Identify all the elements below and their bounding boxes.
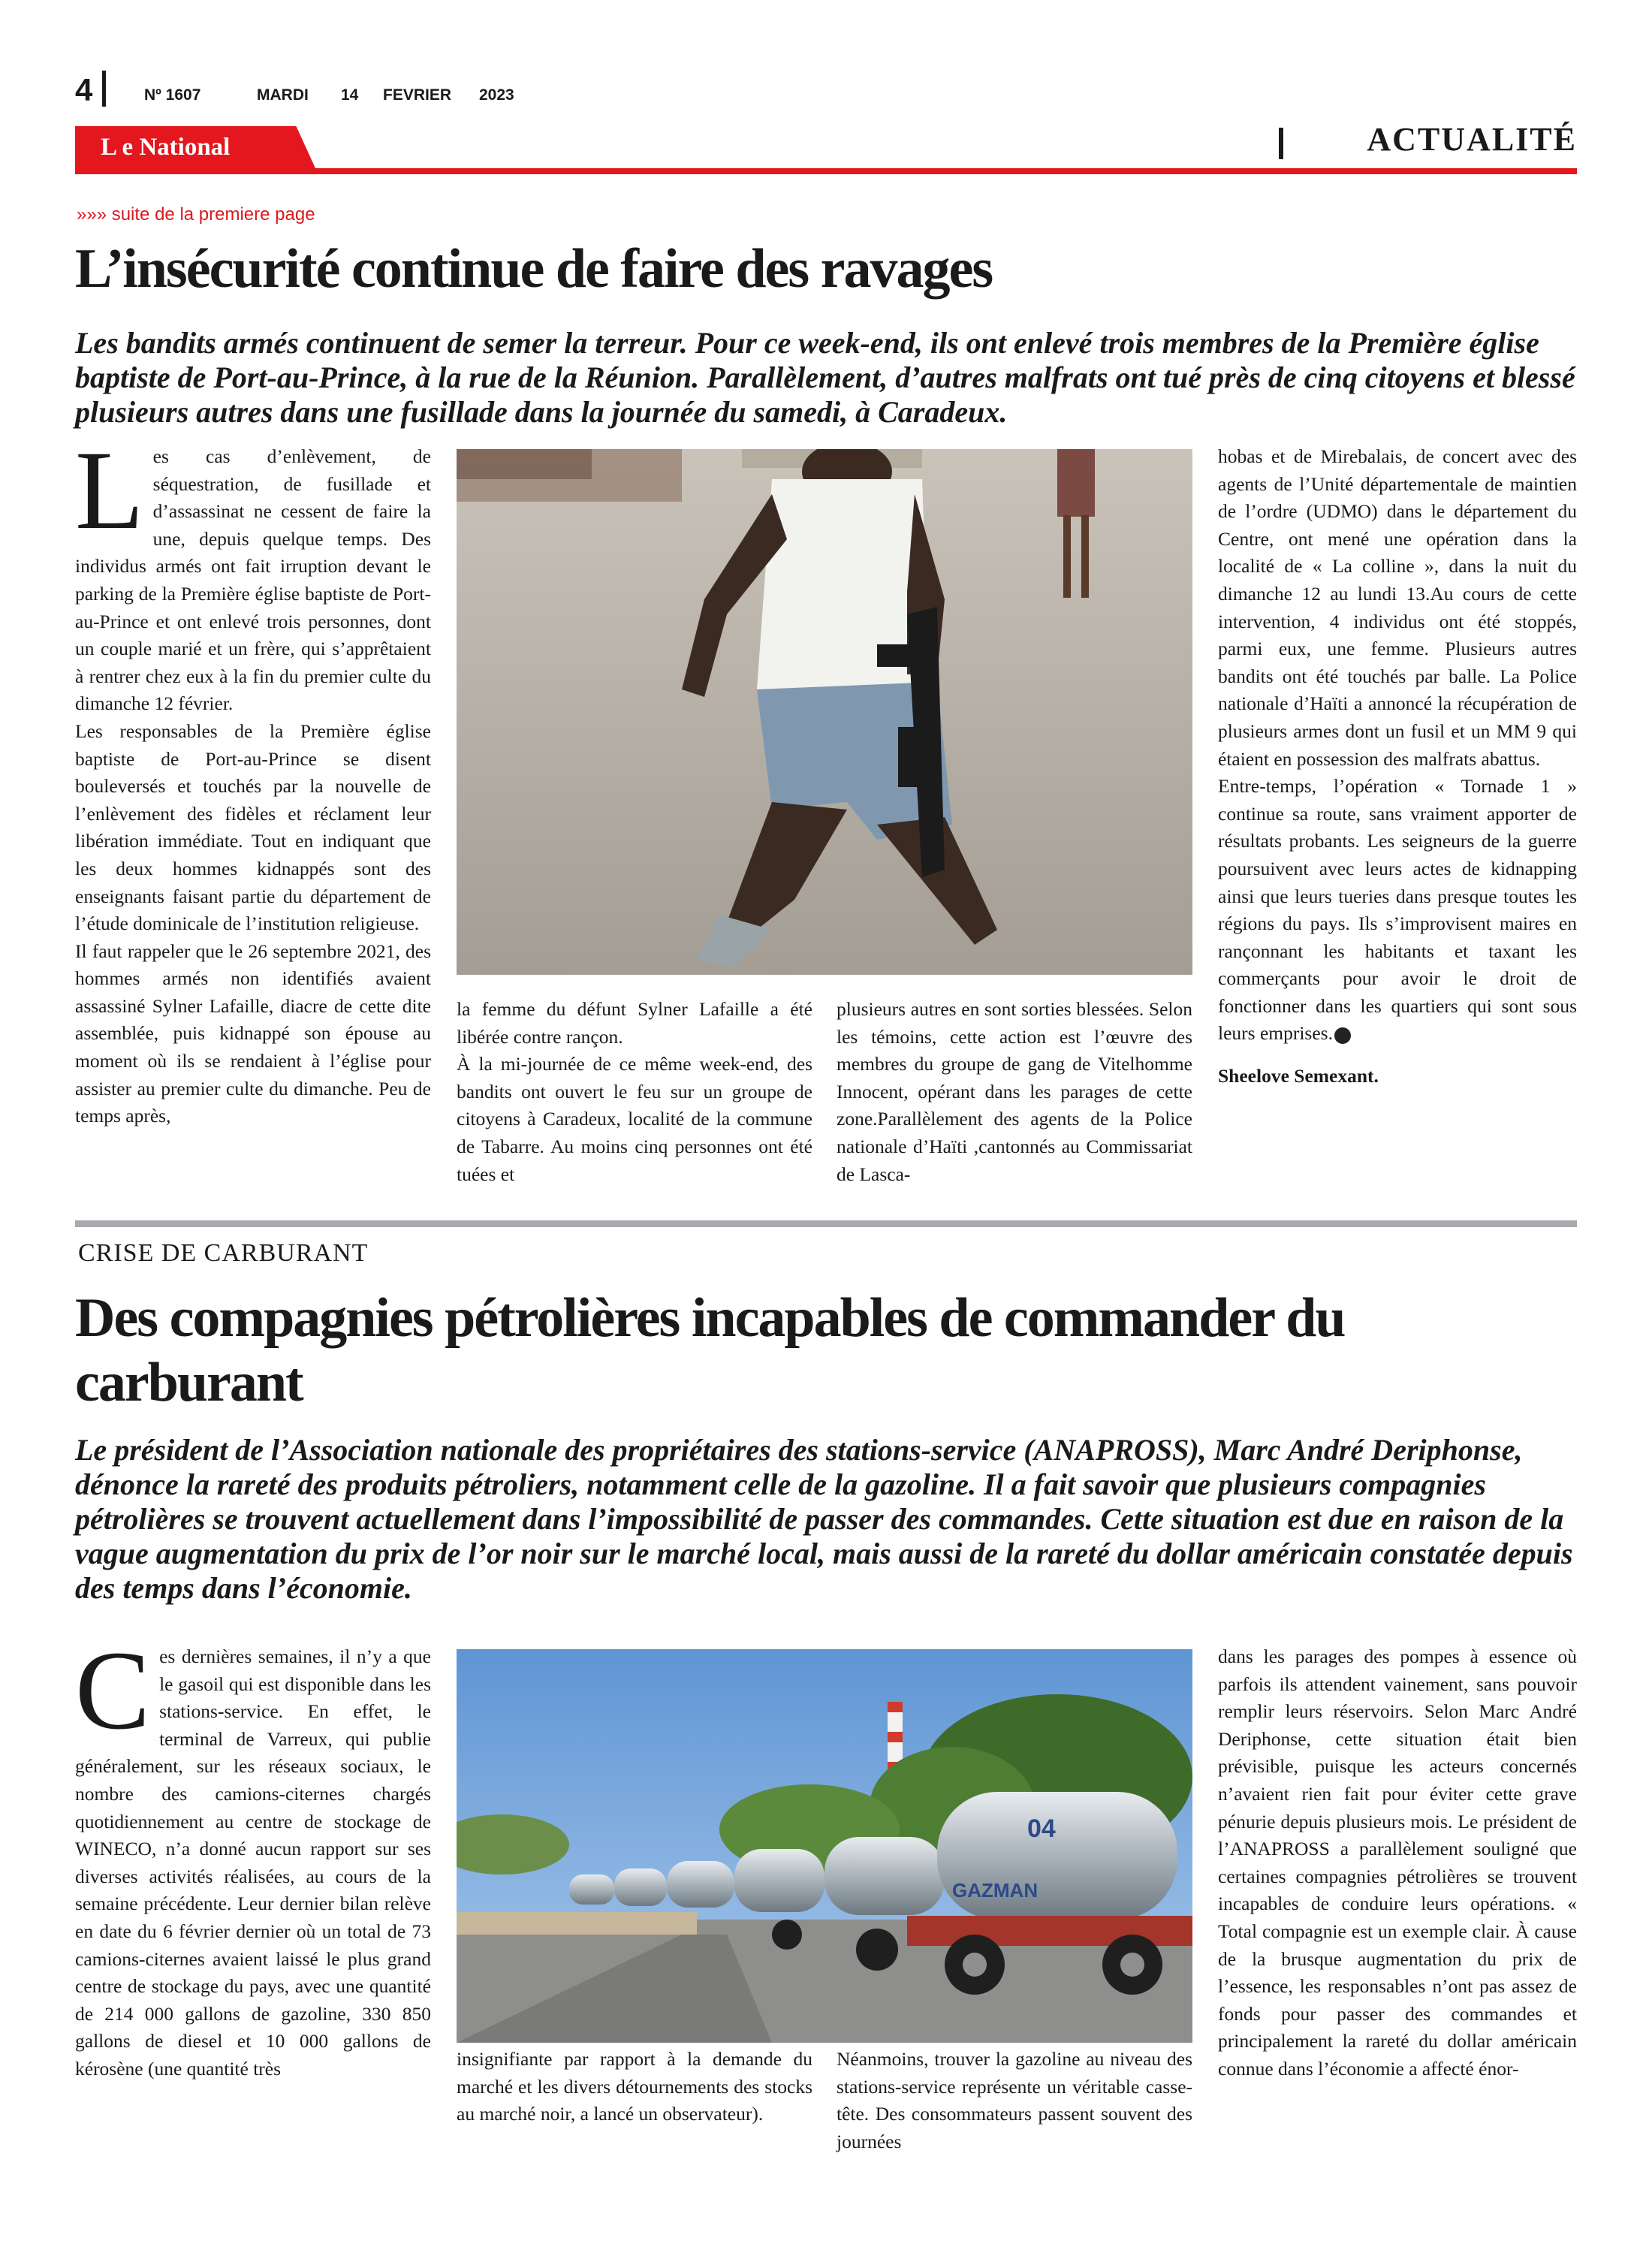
article2-rubric: CRISE DE CARBURANT: [78, 1239, 369, 1267]
article1-dropcap: L: [75, 428, 144, 553]
article1-title: L’insécurité continue de faire des ravages: [75, 238, 993, 300]
issue-year: 2023: [479, 86, 514, 104]
brand-logo: L e National: [101, 134, 231, 161]
armed-man-photo: [457, 449, 1192, 975]
article2-dropcap: C: [75, 1628, 151, 1753]
article2-paragraph: dans les parages des pompes à essence où parfois ils attendent vainement, sans pouvoir remplir leurs réservoirs. Selon Marc André Deriphonse, cette situation était bien prévisible, puisque les acteurs concernés n’avaient rien fait pour éviter cette grave pénurie depuis plusieurs mois. Le président de l’ANAPROSS a parallèlement souligné que certaines compagnies pétrolières se trouvent incapables de conduire leurs opérations. « Total compagnie est un exemple clair. À cause de la brusque augmentation du prix de l’essence, les responsables n’ont pas assez de fonds pour passer des commandes et principalement la rareté du dollar américain connue dans l’économie a affecté énor-: [1218, 1645, 1577, 2080]
article1-paragraph: Il faut rappeler que le 26 septembre 2021, des hommes armés non identifiés avaient assassiné Sylner Lafaille, diacre de cette dite assemblée, puis kidnappé son épouse au moment où ils se rendaient à l’église pour assister au premier culte du dimanche. Peu de temps après,: [75, 940, 431, 1127]
article1-paragraph: la femme du défunt Sylner Lafaille a été libérée contre rançon.: [457, 998, 812, 1048]
section-divider: [1279, 128, 1283, 159]
article1-paragraph: es cas d’enlèvement, de séquestration, de fusillade et d’assassinat ne cessent de faire la une, depuis quelque temps. Des individus armés ont fait irruption devant le parking de la Première église baptiste de Port-au-Prince et ont enlevé trois personnes, dont un couple marié et un frère, qui s’apprêtaient à rentrer chez eux à la fin du premier culte du dimanche 12 février.: [75, 445, 431, 715]
article2-column-3: [837, 2046, 1192, 2155]
article-separator: [75, 1220, 1577, 1227]
article2-deck: Le président de l’Association nationale des propriétaires des stations-service (ANAPROSS), Marc André Deriphonse, dénonce la rareté des produits pétroliers, notamment celle de la gazoline. Il a fait savoir que plusieurs compagnies pétrolières se trouvent actuellement dans l’impossibilité de passer des commandes. Cette situation est due en raison de la vague augmentation du prix de l’or noir sur le marché local, mais aussi de la rareté du dollar américain constatée depuis des temps dans l’économie.: [75, 1433, 1573, 1605]
article2-paragraph: es dernières semaines, il n’y a que le gasoil qui est disponible dans les stations-service. En effet, le terminal de Varreux, qui publie généralement, sur les réseaux sociaux, le nombre des camions-citernes chargés quotidiennement au centre de stockage de WINECO, n’a donné aucun rapport sur ses diverses activités réalisées, au cours de la semaine précédente. Leur dernier bilan relève en date du 6 février dernier où un total de 73 camions-citernes avaient laissé le plus grand centre de stockage du pays, avec une quantité de 214 000 gallons de gazoline, 330 850 gallons de diesel et 10 000 gallons de kérosène (une quantité très: [75, 1645, 431, 2080]
page-number: 4: [75, 72, 93, 107]
article1-column-4: [1218, 443, 1577, 1090]
article1-paragraph: Entre-temps, l’opération « Tornade 1 » continue sa route, sans vraiment apporter de résultats probants. Les seigneurs de la guerre poursuivent avec leurs actes de kidnapping ainsi que leurs tueries dans presque toutes les régions du pays. Ils s’improvisent maires en rançonnant les habitants et taxant les commerçants pour avoir le droit de fonctionner dans les quartiers qui sont sous leurs emprises.: [1218, 775, 1577, 1045]
header-divider: [102, 71, 106, 107]
truck-number-label: 04: [1027, 1814, 1056, 1843]
issue-month: FEVRIER: [383, 86, 452, 104]
article1-column-3: [837, 996, 1192, 1188]
truck-brand-label: GAZMAN: [952, 1879, 1039, 1902]
article1-paragraph: hobas et de Mirebalais, de concert avec des agents de l’Unité départementale de maintien de l’ordre (UDMO) dans le département du Centre, ont mené une opération dans la localité de « La colline », dans la nuit du dimanche 12 au lundi 13.Au cours de cette intervention, 4 individus ont été stoppés, parmi eux, une femme. Plusieurs autres bandits ont été touchés par balle. La Police nationale d’Haïti a annoncé la récupération de plusieurs armes dont un fusil et un MM 9 qui étaient en possession des malfrats abattus.: [1218, 445, 1577, 770]
article1-column-1: [75, 428, 431, 1130]
issue-day: MARDI: [257, 86, 309, 104]
article2-paragraph: insignifiante par rapport à la demande du marché et les divers détournements des stocks au marché noir, a lancé un observateur).: [457, 2048, 812, 2125]
article1-paragraph: À la mi-journée de ce même week-end, des bandits ont ouvert le feu sur un groupe de citoyens à Caradeux, localité de la commune de Tabarre. Au moins cinq personnes ont été tuées et: [457, 1053, 812, 1185]
header-rule: [75, 168, 1577, 174]
article1-paragraph: Les responsables de la Première église baptiste de Port-au-Prince se disent bouleversés et touchés par la nouvelle de l’enlèvement des fidèles et réclament leur libération immédiate. Tout en indiquant que les deux hommes kidnappés sont des enseignants faisant partie du département de l’étude dominicale de l’institution religieuse.: [75, 719, 431, 935]
article1-byline: Sheelove Semexant.: [1218, 1065, 1379, 1087]
article2-title: Des compagnies pétrolières incapables de commander du carburant: [75, 1287, 1345, 1413]
article2-column-4: [1218, 1643, 1577, 2083]
continued-from-front: »»» suite de la premiere page: [77, 204, 315, 225]
issue-date: 14: [341, 86, 359, 104]
article2-column-1: [75, 1628, 431, 2083]
article2-column-2: [457, 2046, 812, 2128]
article1-column-2: [457, 996, 812, 1188]
tanker-trucks-photo: [457, 1649, 1192, 2043]
issue-number: Nº 1607: [144, 86, 201, 104]
article2-paragraph: Néanmoins, trouver la gazoline au niveau des stations-service représente un véritable casse-tête. Des consommateurs passent souvent des journées: [837, 2048, 1192, 2152]
section-label: ACTUALITÉ: [1367, 121, 1577, 158]
article1-paragraph: plusieurs autres en sont sorties blessées. Selon les témoins, cette action est l’œuvre des membres du groupe de gang de Vitelhomme Innocent, opérant dans les parages de cette zone.Parallèlement des agents de la Police nationale d’Haïti ,cantonnés au Commissariat de Lasca-: [837, 998, 1192, 1185]
article1-deck: Les bandits armés continuent de semer la terreur. Pour ce week-end, ils ont enlevé trois membres de la Première église baptiste de Port-au-Prince, à la rue de la Réunion. Parallèlement, d’autres malfrats ont tué près de cinq citoyens et blessé plusieurs autres dans une fusillade dans la journée du samedi, à Caradeux.: [75, 326, 1575, 429]
end-of-article-icon: [1334, 1027, 1351, 1044]
